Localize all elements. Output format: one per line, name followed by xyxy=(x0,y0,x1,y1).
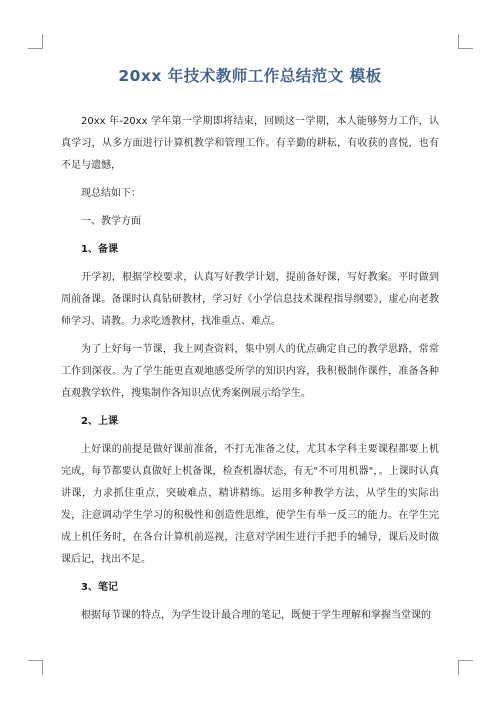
crop-mark-bottom-right xyxy=(458,660,473,675)
document-title: 20xx 年技术教师工作总结范文 模板 xyxy=(118,67,382,85)
subheading-lecturing: 2、上课 xyxy=(81,416,118,427)
crop-mark-bottom-left xyxy=(28,660,43,675)
summary-lead: 现总结如下： xyxy=(81,188,141,199)
preparation-paragraph-2: 为了上好每一节课，我上网查资料，集中别人的优点确定自己的教学思路，常常工作到深夜。为了学生能更直观地感受所学的知识内容，我积极制作课件，准备各种直观教学软件，搜集制作各知识点优秀案例展示给学生。 xyxy=(61,344,439,399)
intro-paragraph: 20xx 年-20xx 学年第一学期即将结束，回顾这一学期，本人能够努力工作，认真学习，从多方面进行计算机教学和管理工作。有辛勤的耕耘，有收获的喜悦，也有不足与遗憾， xyxy=(61,116,439,171)
crop-mark-top-left xyxy=(28,34,43,49)
notes-paragraph: 根据每节课的特点，为学生设计最合理的笔记，既便于学生理解和掌握当堂课的 xyxy=(81,610,431,621)
subheading-preparation: 1、备课 xyxy=(81,244,118,255)
crop-mark-top-right xyxy=(458,34,473,49)
lecturing-paragraph: 上好课的前提是做好课前准备，不打无准备之仗，尤其本学科主要课程都要上机完成，每节都要认真做好上机备课，检查机器状态，有无"不可用机器"，。上课时认真讲课，力求抓住重点，突破难点，精讲精练。运用多种教学方法，从学生的实际出发，注意调动学生学习的积极性和创造性思维，使学生有举一反三的能力。在学生完成上机任务时，在各台计算机前巡视，注意对学困生进行手把手的辅导，课后及时做课后记，找出不足。 xyxy=(61,444,439,565)
document-body xyxy=(61,111,439,633)
section-heading-teaching: 一、教学方面 xyxy=(81,216,141,227)
subheading-notes: 3、笔记 xyxy=(81,582,118,593)
preparation-paragraph-1: 开学初，根据学校要求，认真写好教学计划，提前备好课，写好教案。平时做到周前备课。备课时认真钻研教材，学习好《小学信息技术课程指导纲要》，虚心向老教师学习、请教。力求吃透教材，找准重点、难点。 xyxy=(61,272,439,327)
